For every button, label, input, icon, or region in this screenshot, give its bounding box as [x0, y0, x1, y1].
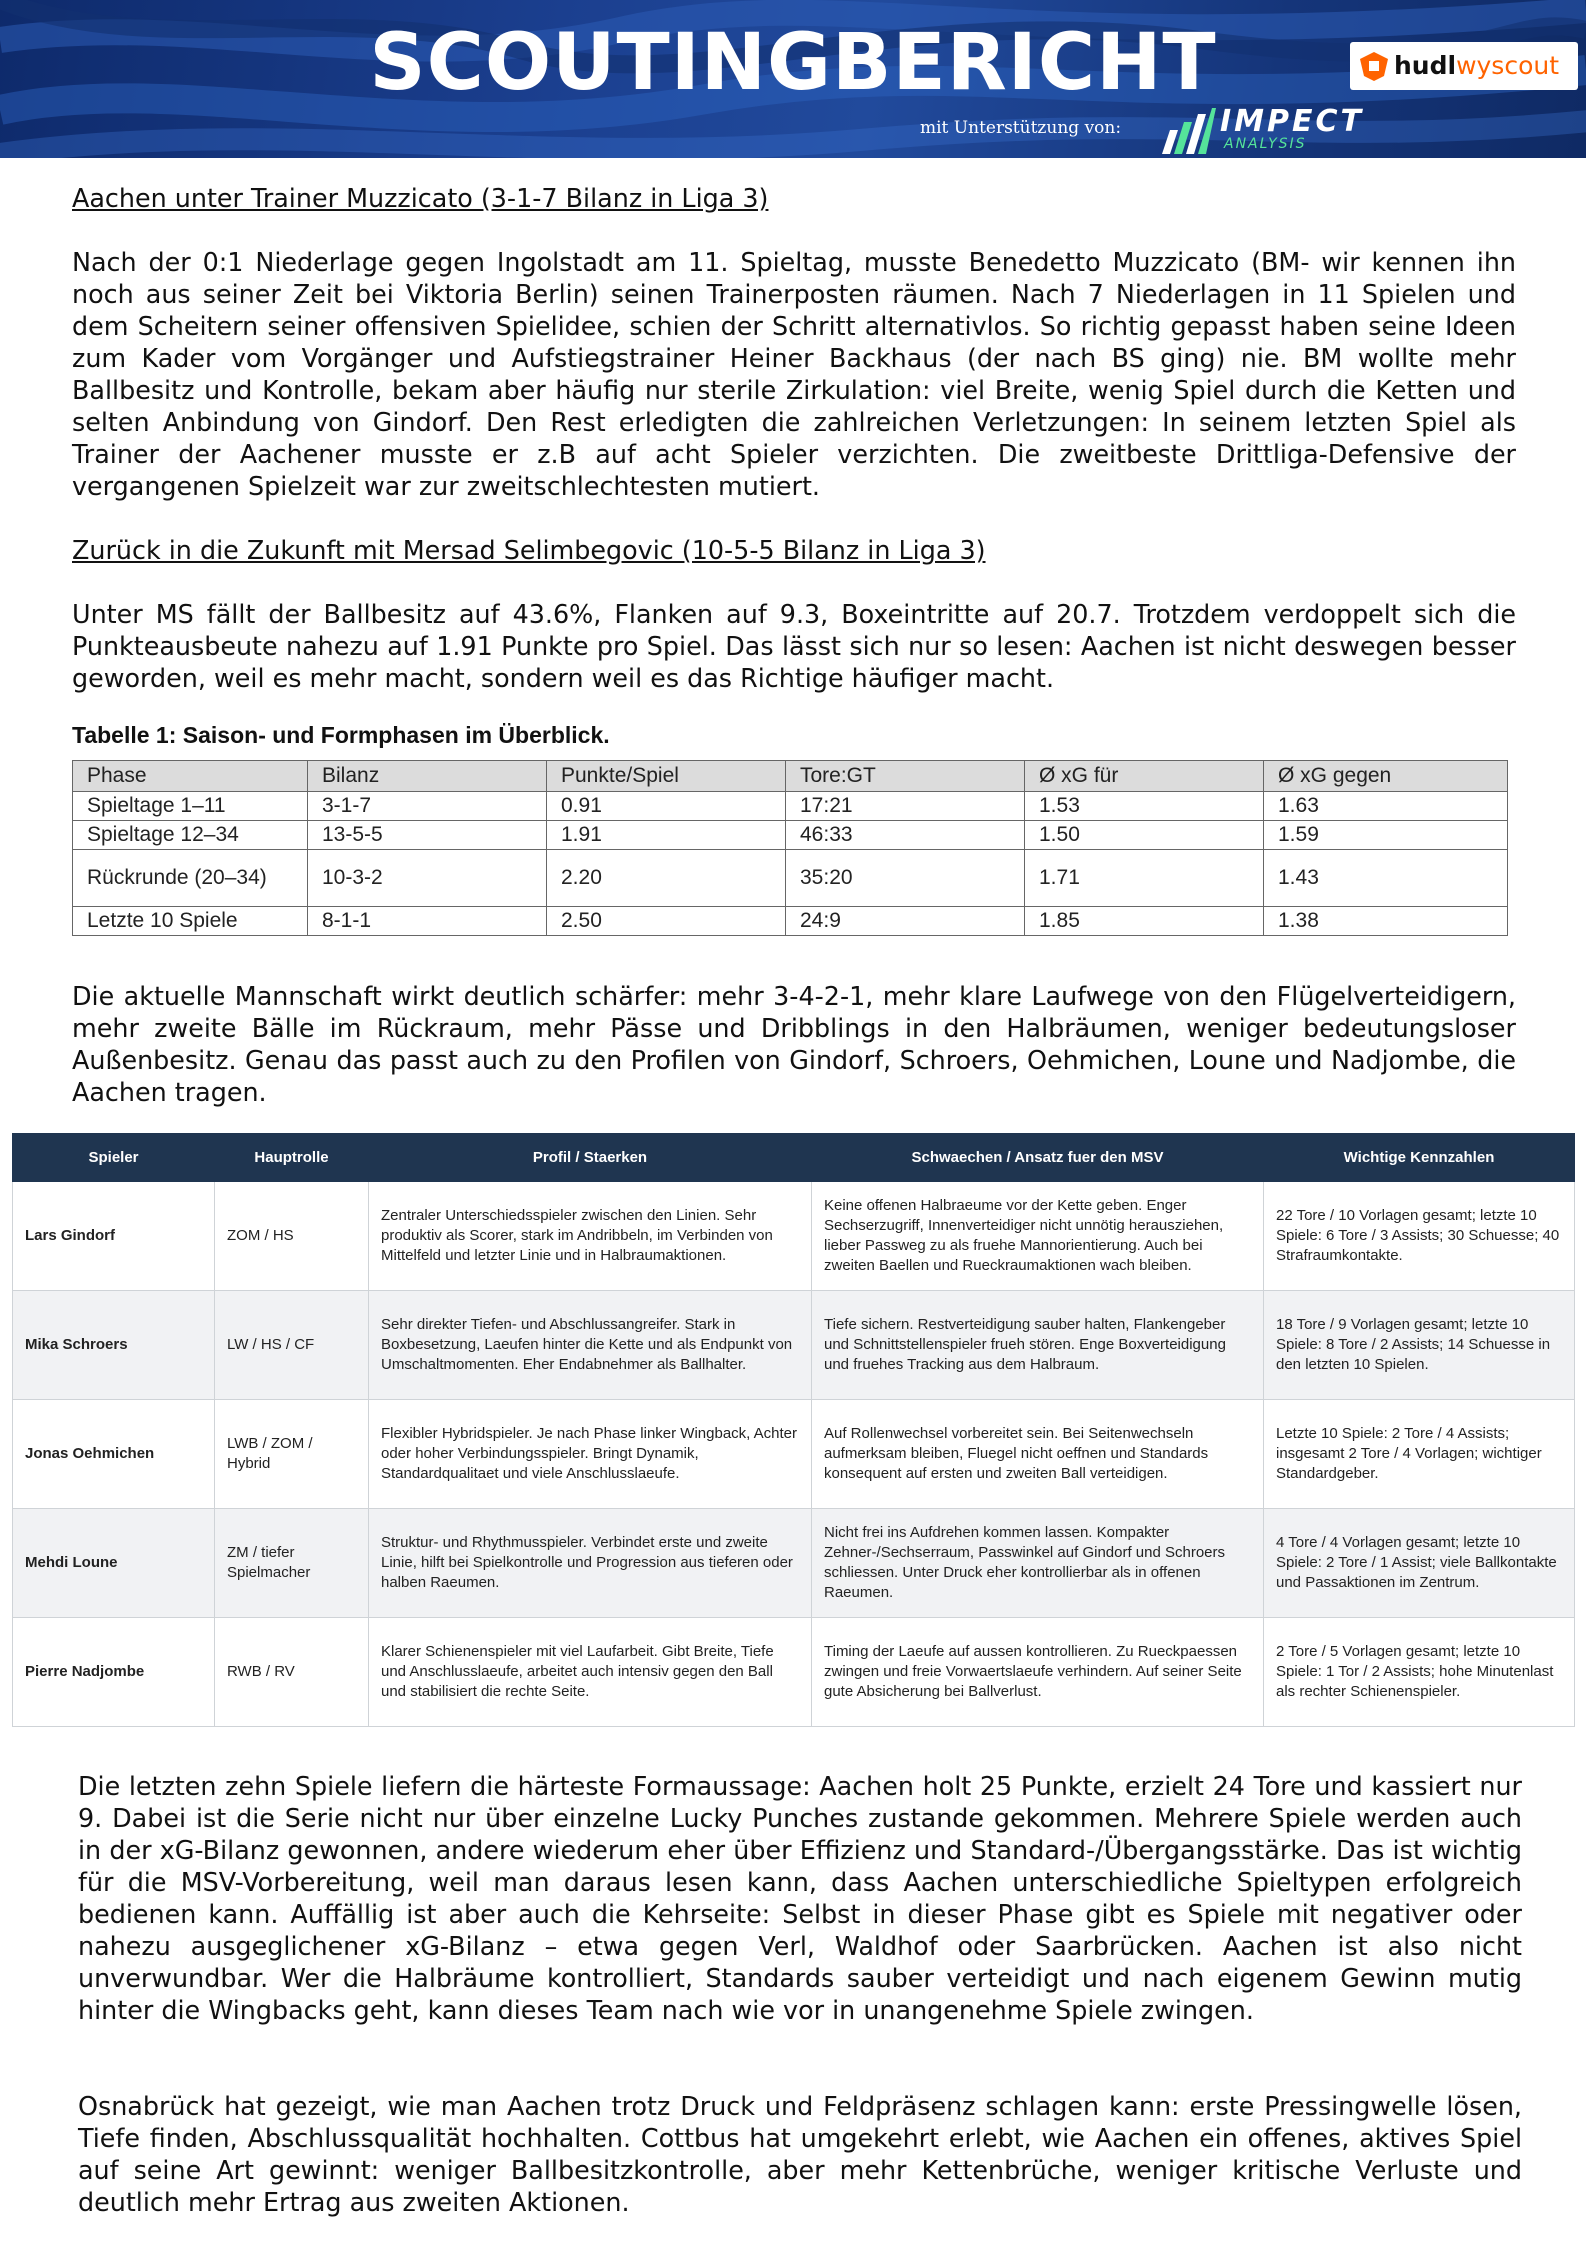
- impact-wordmark: IMPECT: [1220, 104, 1364, 139]
- player-profile: Zentraler Unterschiedsspieler zwischen den Linien. Sehr produktiv als Scorer, stark im Andribbeln, im Verbinden von Mittelfeld und letzter Linie und in Halbraumaktionen.: [369, 1182, 812, 1291]
- table1-header: Tore:GT: [786, 761, 1025, 792]
- table-row: [73, 907, 1508, 936]
- table1-cell: 1.43: [1264, 850, 1508, 907]
- table1-header-row: [73, 761, 1508, 792]
- player-role: LW / HS / CF: [215, 1291, 369, 1400]
- table1-header: Punkte/Spiel: [547, 761, 786, 792]
- player-profile: Flexibler Hybridspieler. Je nach Phase linker Wingback, Achter oder hoher Verbindungsspieler. Bringt Dynamik, Standardqualitaet und viele Anschlusslaeufe.: [369, 1400, 812, 1509]
- player-role: RWB / RV: [215, 1618, 369, 1727]
- table1-caption: Tabelle 1: Saison- und Formphasen im Überblick.: [72, 722, 610, 748]
- paragraph-osnabrueck-cottbus: Osnabrück hat gezeigt, wie man Aachen trotz Druck und Feldpräsenz schlagen kann: erste Pressingwelle lösen, Tiefe finden, Abschlussqualität hochhalten. Cottbus hat umgekehrt erlebt, wie Aachen ein offenes, aktives Spiel auf seine Art gewinnt: weniger Ballbesitzkontrolle, aber mehr Kettenbrüche, weniger kritische Verluste und deutlich mehr Ertrag aus zweiten Aktionen.: [78, 2091, 1522, 2217]
- hudl-wyscout-logo: [1350, 42, 1578, 90]
- table1-cell: Rückrunde (20–34): [73, 850, 308, 907]
- table-row: [13, 1291, 1575, 1400]
- paragraph-selimbegovic: Unter MS fällt der Ballbesitz auf 43.6%, Flanken auf 9.3, Boxeintritte auf 20.7. Trotzdem verdoppelt sich die Punkteausbeute nahezu auf 1.91 Punkte pro Spiel. Das lässt sich nur so lesen: Aachen ist nicht deswegen besser geworden, weil es mehr macht, sondern weil es das Richtige häufiger macht.: [72, 599, 1516, 693]
- table1-cell: 10-3-2: [308, 850, 547, 907]
- player-stats: 4 Tore / 4 Vorlagen gesamt; letzte 10 Spiele: 2 Tore / 1 Assist; viele Ballkontakte und Passaktionen im Zentrum.: [1264, 1509, 1575, 1618]
- table-row: [13, 1618, 1575, 1727]
- table1-cell: 1.71: [1025, 850, 1264, 907]
- player-name: Jonas Oehmichen: [13, 1400, 215, 1509]
- table2-header: Hauptrolle: [215, 1134, 369, 1182]
- table2-header: Schwaechen / Ansatz fuer den MSV: [812, 1134, 1264, 1182]
- hudl-suffix: wyscout: [1456, 51, 1560, 80]
- hudl-prefix: hudl: [1394, 51, 1457, 80]
- player-weakness: Nicht frei ins Aufdrehen kommen lassen. Kompakter Zehner-/Sechserraum, Passwinkel auf Gindorf und Schroers schliessen. Unter Druck eher kontrollierbar als in offenen Raeumen.: [812, 1509, 1264, 1618]
- table1-cell: Spieltage 12–34: [73, 821, 308, 850]
- table-row: [13, 1182, 1575, 1291]
- table1-cell: 3-1-7: [308, 792, 547, 821]
- player-stats: 22 Tore / 10 Vorlagen gesamt; letzte 10 Spiele: 6 Tore / 3 Assists; 30 Schuesse; 40 Strafraumkontakte.: [1264, 1182, 1575, 1291]
- table1-cell: 17:21: [786, 792, 1025, 821]
- header-banner: [0, 0, 1586, 158]
- paragraph-last-ten: Die letzten zehn Spiele liefern die härteste Formaussage: Aachen holt 25 Punkte, erzielt 24 Tore und kassiert nur 9. Dabei ist die Serie nicht nur über einzelne Lucky Punches zustande gekommen. Mehrere Spiele werden auch in der xG-Bilanz gewonnen, andere wiederum eher über Effizienz und Standard-/Übergangsstärke. Das ist wichtig für die MSV-Vorbereitung, weil man daraus lesen kann, dass Aachen unterschiedliche Spieltypen erfolgreich bedienen kann. Auffällig ist aber auch die Kehrseite: Selbst in dieser Phase gibt es Spiele mit negativer oder nahezu ausgeglichener xG-Bilanz – etwa gegen Verl, Waldhof oder Saarbrücken. Aachen ist also nicht unverwundbar. Wer die Halbräume kontrolliert, Standards sauber verteidigt und nach eigenem Gewinn mutig hinter die Wingbacks geht, kann dieses Team nach wie vor in unangenehme Spiele zwingen.: [78, 1771, 1522, 2025]
- table1-cell: 1.63: [1264, 792, 1508, 821]
- support-text: mit Unterstützung von:: [920, 118, 1122, 138]
- table-row: [73, 792, 1508, 821]
- table-row: [73, 821, 1508, 850]
- player-weakness: Auf Rollenwechsel vorbereitet sein. Bei Seitenwechseln aufmerksam bleiben, Fluegel nicht oeffnen und Standards konsequent auf ersten und zweiten Ball verteidigen.: [812, 1400, 1264, 1509]
- player-profile: Struktur- und Rhythmusspieler. Verbindet erste und zweite Linie, hilft bei Spielkontrolle und Progression aus tieferen oder halben Raeumen.: [369, 1509, 812, 1618]
- player-weakness: Timing der Laeufe auf aussen kontrollieren. Zu Rueckpaessen zwingen und freie Vorwaertslaeufe verhindern. Auf seiner Seite gute Absicherung bei Ballverlust.: [812, 1618, 1264, 1727]
- table1-header: Ø xG gegen: [1264, 761, 1508, 792]
- table-row: [13, 1509, 1575, 1618]
- player-name: Mika Schroers: [13, 1291, 215, 1400]
- player-profile: Klarer Schienenspieler mit viel Laufarbeit. Gibt Breite, Tiefe und Anschlusslaeufe, arbeitet auch intensiv gegen den Ball und stabilisiert die rechte Seite.: [369, 1618, 812, 1727]
- player-profile: Sehr direkter Tiefen- und Abschlussangreifer. Stark in Boxbesetzung, Laeufen hinter die Kette und als Endpunkt von Umschaltmomenten. Eher Endabnehmer als Ballhalter.: [369, 1291, 812, 1400]
- table1-cell: 13-5-5: [308, 821, 547, 850]
- heading-selimbegovic: Zurück in die Zukunft mit Mersad Selimbegovic (10-5-5 Bilanz in Liga 3): [72, 535, 986, 565]
- impact-bars-icon: [1160, 108, 1216, 154]
- table2-header: Wichtige Kennzahlen: [1264, 1134, 1575, 1182]
- paragraph-muzzicato: Nach der 0:1 Niederlage gegen Ingolstadt am 11. Spieltag, musste Benedetto Muzzicato (BM- wir kennen ihn noch aus seiner Zeit bei Viktoria Berlin) seinen Trainerposten räumen. Nach 7 Niederlagen in 11 Spielen und dem Scheitern seiner offensiven Spielidee, schien der Schritt alternativlos. So richtig gepasst haben seine Ideen zum Kader vom Vorgänger und Aufstiegstrainer Heiner Backhaus (der nach BS ging) nie. BM wollte mehr Ballbesitz und Kontrolle, bekam aber häufig nur sterile Zirkulation: viel Breite, wenig Spiel durch die Ketten und selten Anbindung von Gindorf. Den Rest erledigten die zahlreichen Verletzungen: In seinem letzten Spiel als Trainer der Aachener musste er z.B auf acht Spieler verzichten. Die zweitbeste Drittliga-Defensive der vergangenen Spielzeit war zur zweitschlechtesten mutiert.: [72, 247, 1516, 501]
- table1-cell: 1.53: [1025, 792, 1264, 821]
- table1-cell: 8-1-1: [308, 907, 547, 936]
- impact-subtitle: ANALYSIS: [1224, 136, 1307, 152]
- player-table: [12, 1133, 1575, 1727]
- phase-table: [72, 760, 1508, 936]
- heading-muzzicato: Aachen unter Trainer Muzzicato (3-1-7 Bilanz in Liga 3): [72, 183, 769, 213]
- table1-cell: 0.91: [547, 792, 786, 821]
- impact-logo: [1160, 104, 1420, 156]
- table1-header: Bilanz: [308, 761, 547, 792]
- table1-cell: Letzte 10 Spiele: [73, 907, 308, 936]
- player-role: ZM / tiefer Spielmacher: [215, 1509, 369, 1618]
- table1-cell: 2.50: [547, 907, 786, 936]
- table1-cell: 1.50: [1025, 821, 1264, 850]
- table-row: [13, 1400, 1575, 1509]
- table2-header: Spieler: [13, 1134, 215, 1182]
- table1-cell: 1.85: [1025, 907, 1264, 936]
- table2-header: Profil / Staerken: [369, 1134, 812, 1182]
- table1-cell: 1.59: [1264, 821, 1508, 850]
- table1-cell: 24:9: [786, 907, 1025, 936]
- player-stats: 2 Tore / 5 Vorlagen gesamt; letzte 10 Spiele: 1 Tor / 2 Assists; hohe Minutenlast als rechter Schienenspieler.: [1264, 1618, 1575, 1727]
- table2-header-row: [13, 1134, 1575, 1182]
- report-title: SCOUTINGBERICHT: [369, 18, 1217, 108]
- paragraph-current-team: Die aktuelle Mannschaft wirkt deutlich schärfer: mehr 3-4-2-1, mehr klare Laufwege von den Flügelverteidigern, mehr zweite Bälle im Rückraum, mehr Pässe und Dribblings in den Halbräumen, weniger bedeutungsloser Außenbesitz. Genau das passt auch zu den Profilen von Gindorf, Schroers, Oehmichen, Loune und Nadjombe, die Aachen tragen.: [72, 981, 1516, 1107]
- table-row: [73, 850, 1508, 907]
- table1-cell: 1.38: [1264, 907, 1508, 936]
- table1-cell: 2.20: [547, 850, 786, 907]
- hudl-shield-icon: [1358, 50, 1390, 82]
- table1-cell: Spieltage 1–11: [73, 792, 308, 821]
- player-stats: Letzte 10 Spiele: 2 Tore / 4 Assists; insgesamt 2 Tore / 4 Vorlagen; wichtiger Standardgeber.: [1264, 1400, 1575, 1509]
- table1-cell: 46:33: [786, 821, 1025, 850]
- player-stats: 18 Tore / 9 Vorlagen gesamt; letzte 10 Spiele: 8 Tore / 2 Assists; 14 Schuesse in den letzten 10 Spielen.: [1264, 1291, 1575, 1400]
- player-name: Lars Gindorf: [13, 1182, 215, 1291]
- table1-header: Ø xG für: [1025, 761, 1264, 792]
- player-name: Mehdi Loune: [13, 1509, 215, 1618]
- player-weakness: Keine offenen Halbraeume vor der Kette geben. Enger Sechserzugriff, Innenverteidiger nicht unnötig herausziehen, lieber Passweg zu als fruehe Mannorientierung. Auch bei zweiten Baellen und Rueckraumaktionen wach bleiben.: [812, 1182, 1264, 1291]
- table1-header: Phase: [73, 761, 308, 792]
- player-role: LWB / ZOM / Hybrid: [215, 1400, 369, 1509]
- player-role: ZOM / HS: [215, 1182, 369, 1291]
- table1-cell: 1.91: [547, 821, 786, 850]
- hudl-wordmark: [1394, 50, 1559, 82]
- table1-cell: 35:20: [786, 850, 1025, 907]
- player-name: Pierre Nadjombe: [13, 1618, 215, 1727]
- player-weakness: Tiefe sichern. Restverteidigung sauber halten, Flankengeber und Schnittstellenspieler frueh stören. Enge Boxverteidigung und fruehes Tracking aus dem Halbraum.: [812, 1291, 1264, 1400]
